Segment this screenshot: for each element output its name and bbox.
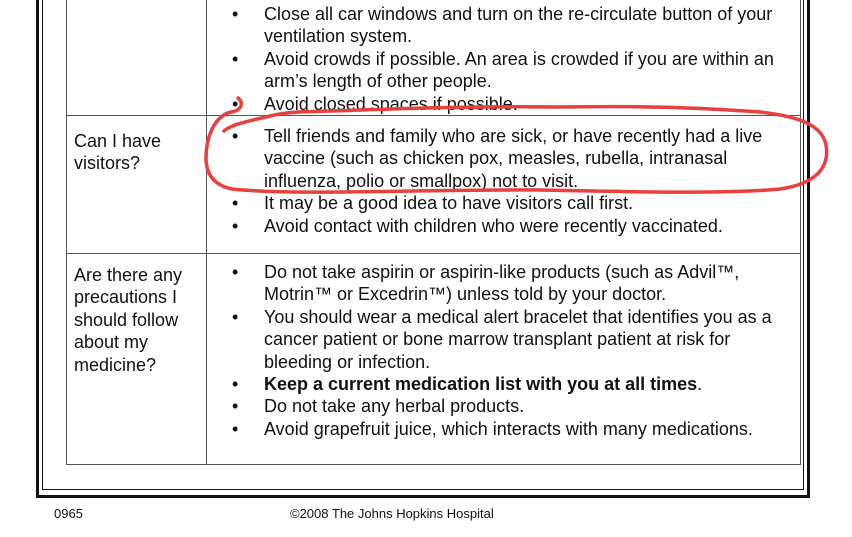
list-item — [264, 373, 800, 395]
punctuation: . — [697, 374, 703, 395]
answer-cell — [207, 116, 801, 254]
info-table — [66, 0, 801, 465]
bullet-list — [207, 0, 800, 115]
table-row — [67, 0, 801, 116]
list-item: • Avoid crowds if possible. An area is crowded if you are within an arm’s length of other people. — [264, 48, 800, 93]
bullet-list — [207, 116, 800, 237]
list-item: • Avoid grapefruit juice, which interacts with many medications. — [264, 418, 800, 440]
list-item: • You should wear a medical alert bracelet that identifies you as a cancer patient or bone marrow transplant patient at risk for bleeding or infection. — [264, 306, 800, 373]
table-row — [67, 116, 801, 254]
list-item: • Close all car windows and turn on the re-circulate button of your ventilation system. — [264, 3, 800, 48]
list-item: • Avoid closed spaces if possible. — [264, 93, 800, 115]
answer-cell — [207, 0, 801, 116]
list-item: • Do not take aspirin or aspirin-like products (such as Advil™, Motrin™ or Excedrin™) unless told by your doctor. — [264, 261, 800, 306]
table-row — [67, 254, 801, 465]
bullet-list — [207, 254, 800, 440]
question-cell — [67, 116, 207, 254]
answer-cell — [207, 254, 801, 465]
bold-text: Keep a current medication list with you at all times — [264, 374, 698, 395]
copyright-notice: ©2008 The Johns Hopkins Hospital — [290, 506, 494, 521]
list-item: • Tell friends and family who are sick, or have recently had a live vaccine (such as chicken pox, measles, rubella, intranasal influenza, polio or smallpox) not to visit. — [264, 125, 800, 192]
question-text: Are there any precautions I should follow about my medicine? — [74, 265, 183, 375]
question-cell — [67, 254, 207, 465]
list-item: • It may be a good idea to have visitors call first. — [264, 192, 800, 214]
question-text: Can I have visitors? — [74, 131, 162, 174]
question-cell — [67, 0, 207, 116]
document-code: 0965 — [54, 506, 83, 521]
list-item: • Do not take any herbal products. — [264, 395, 800, 417]
list-item: • Avoid contact with children who were recently vaccinated. — [264, 215, 800, 237]
